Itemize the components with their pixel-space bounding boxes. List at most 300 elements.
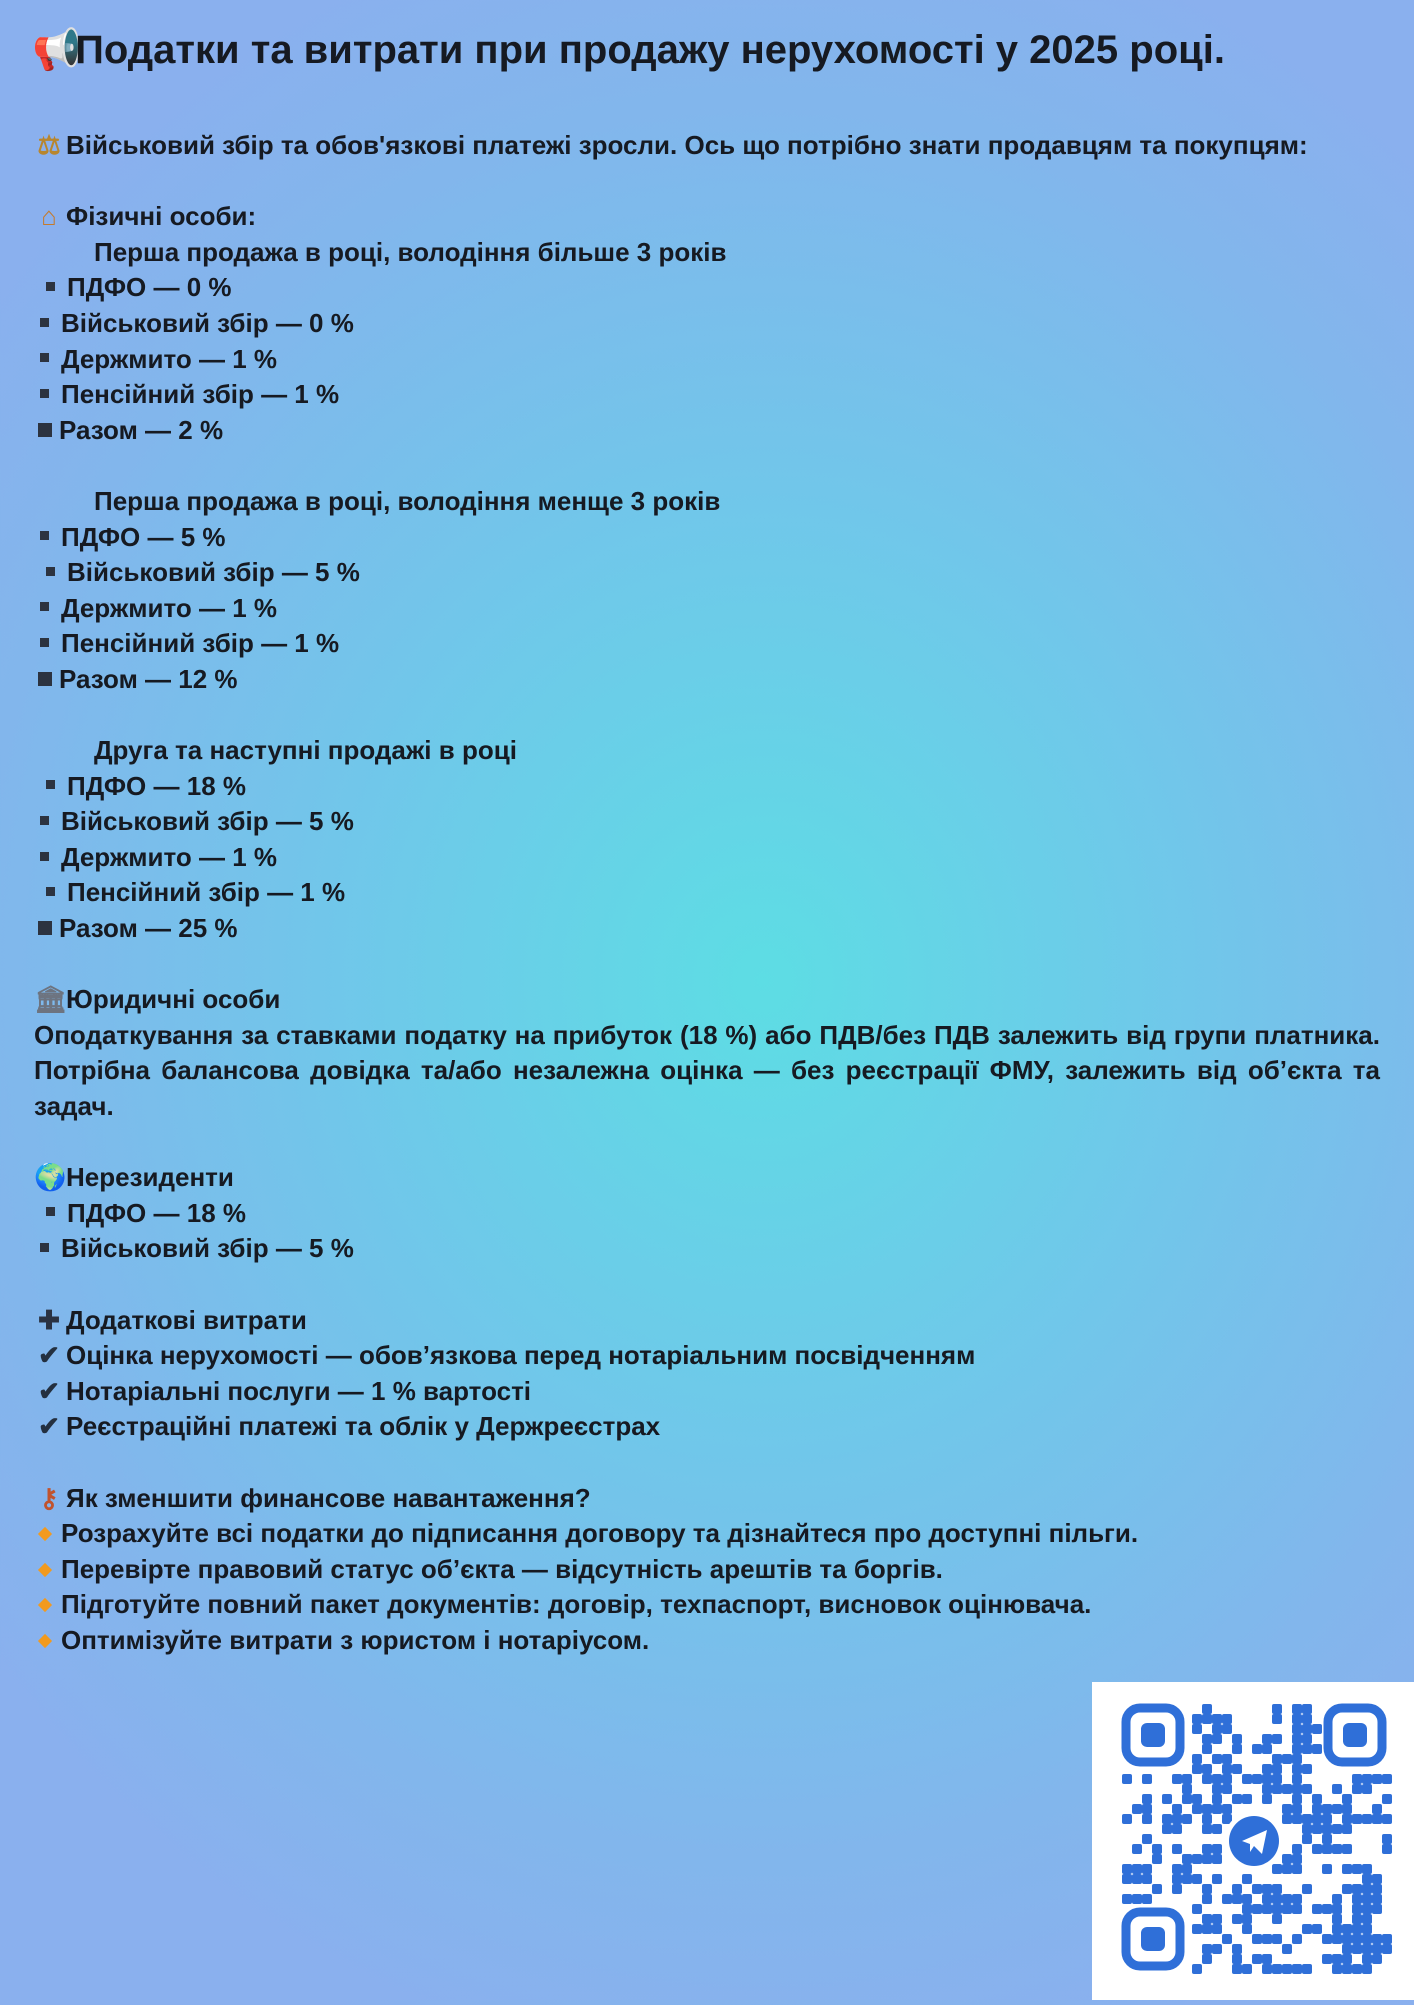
qr-module [1312, 1844, 1322, 1854]
qr-module [1342, 1884, 1352, 1894]
qr-module [1332, 1924, 1342, 1934]
qr-module [1142, 1874, 1152, 1884]
qr-module [1352, 1894, 1362, 1904]
qr-module [1382, 1944, 1392, 1954]
black-square-icon [38, 921, 52, 935]
qr-module [1362, 1934, 1372, 1944]
qr-module [1292, 1764, 1302, 1774]
qr-module [1292, 1794, 1302, 1804]
qr-module [1242, 1964, 1252, 1974]
qr-module [1352, 1864, 1362, 1874]
qr-module [1202, 1924, 1212, 1934]
qr-module [1202, 1884, 1212, 1894]
qr-module [1202, 1854, 1212, 1864]
qr-module [1332, 1844, 1342, 1854]
qr-module [1362, 1964, 1372, 1974]
qr-module [1262, 1744, 1272, 1754]
qr-module [1282, 1784, 1292, 1794]
house-icon: ⌂ [41, 201, 57, 232]
tip-item: Перевірте правовий статус об’єкта — відсутність арештів та боргів. [34, 1552, 1380, 1588]
qr-module [1192, 1874, 1202, 1884]
qr-module [1342, 1954, 1352, 1964]
qr-module [1122, 1774, 1132, 1784]
qr-module [1302, 1824, 1312, 1834]
qr-module [1172, 1844, 1182, 1854]
qr-module [1212, 1714, 1222, 1724]
qr-module [1232, 1964, 1242, 1974]
qr-module [1362, 1774, 1372, 1784]
qr-module [1292, 1904, 1302, 1914]
qr-module [1132, 1874, 1142, 1884]
qr-module [1262, 1894, 1272, 1904]
square-bullet-icon [46, 887, 55, 896]
qr-module [1302, 1834, 1312, 1844]
extra-costs-heading-text: Додаткові витрати [66, 1304, 307, 1335]
qr-module [1312, 1924, 1322, 1934]
qr-module [1342, 1824, 1352, 1834]
qr-module [1192, 1854, 1202, 1864]
qr-module [1332, 1914, 1342, 1924]
qr-module [1302, 1784, 1312, 1794]
qr-module [1132, 1894, 1142, 1904]
qr-module [1272, 1914, 1282, 1924]
qr-module [1352, 1814, 1362, 1824]
qr-module [1372, 1804, 1382, 1814]
qr-module [1222, 1754, 1232, 1764]
qr-module [1292, 1774, 1302, 1784]
total-line: Разом — 2 % [34, 413, 1380, 449]
qr-module [1172, 1874, 1182, 1884]
qr-module [1302, 1964, 1312, 1974]
square-bullet-icon [46, 1207, 55, 1216]
qr-module [1212, 1804, 1222, 1814]
qr-module [1292, 1704, 1302, 1714]
qr-module [1362, 1874, 1372, 1884]
check-item: ✔ Реєстраційні платежі та облік у Держреєстрах [34, 1409, 1380, 1445]
qr-module [1132, 1864, 1142, 1874]
qr-module [1222, 1894, 1232, 1904]
scales-icon: ⚖ [37, 130, 61, 160]
qr-module [1222, 1764, 1232, 1774]
qr-module [1352, 1784, 1362, 1794]
qr-module [1242, 1774, 1252, 1784]
qr-module [1192, 1964, 1202, 1974]
qr-module [1382, 1774, 1392, 1784]
qr-module [1302, 1724, 1312, 1734]
check-item: ✔ Оцінка нерухомості — обов’язкова перед нотаріальним посвідченням [34, 1338, 1380, 1374]
qr-module [1302, 1884, 1312, 1894]
qr-module [1232, 1744, 1242, 1754]
qr-module [1332, 1824, 1342, 1834]
qr-module [1372, 1874, 1382, 1884]
qr-module [1262, 1764, 1272, 1774]
qr-module [1352, 1924, 1362, 1934]
qr-module [1212, 1874, 1222, 1884]
list-item: Пенсійний збір — 1 % [34, 626, 1380, 662]
qr-module [1202, 1944, 1212, 1954]
group-1-subheading: Перша продажа в році, володіння більше 3 років [94, 236, 727, 267]
qr-module [1312, 1824, 1322, 1834]
qr-module [1182, 1864, 1192, 1874]
qr-module [1192, 1724, 1202, 1734]
qr-module [1292, 1934, 1302, 1944]
qr-module [1262, 1794, 1272, 1804]
qr-module [1212, 1844, 1222, 1854]
qr-module [1362, 1924, 1372, 1934]
qr-module [1312, 1904, 1322, 1914]
qr-module [1222, 1784, 1232, 1794]
qr-module [1292, 1734, 1302, 1744]
qr-module [1332, 1784, 1342, 1794]
qr-module [1222, 1724, 1232, 1734]
qr-module [1272, 1754, 1282, 1764]
qr-module [1192, 1794, 1202, 1804]
orange-diamond-icon [38, 1563, 52, 1577]
qr-module [1342, 1864, 1352, 1874]
list-item: Військовий збір — 5 % [34, 1231, 1380, 1267]
qr-module [1352, 1774, 1362, 1784]
qr-module [1262, 1904, 1272, 1914]
qr-module [1302, 1814, 1312, 1824]
qr-module [1292, 1894, 1302, 1904]
qr-module [1212, 1854, 1222, 1864]
qr-module [1242, 1894, 1252, 1904]
qr-module [1162, 1824, 1172, 1834]
qr-module [1302, 1704, 1312, 1714]
orange-diamond-icon [38, 1527, 52, 1541]
qr-module [1252, 1904, 1262, 1914]
square-bullet-icon [40, 389, 49, 398]
list-item: ПДФО — 5 % [34, 520, 1380, 556]
qr-module [1272, 1714, 1282, 1724]
qr-module [1322, 1844, 1332, 1854]
qr-module [1372, 1904, 1382, 1914]
qr-module [1202, 1804, 1212, 1814]
qr-module [1122, 1864, 1132, 1874]
qr-module [1352, 1934, 1362, 1944]
qr-module [1292, 1864, 1302, 1874]
qr-module [1292, 1784, 1302, 1794]
list-item: Військовий збір — 0 % [34, 306, 1380, 342]
qr-module [1262, 1774, 1272, 1784]
qr-module [1212, 1774, 1222, 1784]
qr-module [1332, 1894, 1342, 1904]
qr-module [1252, 1774, 1262, 1784]
qr-module [1302, 1924, 1312, 1934]
qr-module [1282, 1864, 1292, 1874]
qr-module [1382, 1934, 1392, 1944]
qr-module [1172, 1814, 1182, 1824]
group-3-subheading: Друга та наступні продажі в році [94, 735, 517, 766]
qr-module [1202, 1734, 1212, 1744]
black-square-icon [38, 423, 52, 437]
qr-module [1342, 1794, 1352, 1804]
qr-module [1182, 1854, 1192, 1864]
page-title [32, 24, 1392, 76]
qr-module [1352, 1914, 1362, 1924]
qr-module [1252, 1934, 1262, 1944]
qr-module [1222, 1774, 1232, 1784]
group-2-subheading: Перша продажа в році, володіння менще 3 років [94, 485, 721, 516]
qr-module [1282, 1814, 1292, 1824]
qr-module [1372, 1814, 1382, 1824]
qr-module [1332, 1934, 1342, 1944]
qr-module [1272, 1784, 1282, 1794]
qr-module [1202, 1774, 1212, 1784]
qr-module [1372, 1954, 1382, 1964]
square-bullet-icon [40, 602, 49, 611]
qr-module [1382, 1834, 1392, 1844]
qr-module [1172, 1824, 1182, 1834]
qr-module [1152, 1844, 1162, 1854]
list-item: Держмито — 1 % [34, 342, 1380, 378]
qr-module [1252, 1954, 1262, 1964]
list-item: ПДФО — 18 % [34, 1196, 1380, 1232]
qr-module [1282, 1754, 1292, 1764]
tip-item: Підготуйте повний пакет документів: договір, техпаспорт, висновок оцінювача. [34, 1587, 1380, 1623]
qr-module [1212, 1914, 1222, 1924]
qr-module [1292, 1754, 1302, 1764]
qr-module [1342, 1944, 1352, 1954]
extra-costs-heading [34, 1303, 1380, 1339]
orange-diamond-icon [38, 1634, 52, 1648]
square-bullet-icon [40, 318, 49, 327]
legal-paragraph: Оподаткування за ставками податку на прибуток (18 %) або ПДВ/без ПДВ залежить від групи платника. Потрібна балансова довідка та/або незалежна оцінка — без реєстрації ФМУ, залежить від об’єкта та задач. [34, 1019, 1380, 1122]
qr-module [1232, 1884, 1242, 1894]
qr-module [1302, 1734, 1312, 1744]
qr-module [1242, 1924, 1252, 1934]
telegram-qr-code[interactable] [1092, 1682, 1414, 2000]
qr-module [1342, 1814, 1352, 1824]
qr-module [1162, 1794, 1172, 1804]
list-item: Держмито — 1 % [34, 591, 1380, 627]
square-bullet-icon [40, 531, 49, 540]
qr-module [1292, 1854, 1302, 1864]
qr-module [1352, 1964, 1362, 1974]
qr-module [1292, 1744, 1302, 1754]
qr-module [1192, 1904, 1202, 1914]
qr-module [1342, 1934, 1352, 1944]
square-bullet-icon [40, 353, 49, 362]
qr-module [1192, 1804, 1202, 1814]
list-item: Пенсійний збір — 1 % [34, 377, 1380, 413]
qr-module [1152, 1854, 1162, 1864]
qr-module [1192, 1764, 1202, 1774]
qr-module [1302, 1714, 1312, 1724]
qr-module [1322, 1954, 1332, 1964]
qr-module [1262, 1964, 1272, 1974]
qr-module [1212, 1784, 1222, 1794]
qr-module [1282, 1804, 1292, 1814]
qr-module [1332, 1904, 1342, 1914]
list-item: ПДФО — 18 % [34, 769, 1380, 805]
qr-module [1222, 1714, 1232, 1724]
qr-module [1142, 1894, 1152, 1904]
qr-module [1172, 1864, 1182, 1874]
qr-module [1272, 1884, 1282, 1894]
qr-module [1172, 1804, 1182, 1814]
tips-heading [34, 1481, 1380, 1517]
qr-module [1182, 1784, 1192, 1794]
qr-module [1142, 1814, 1152, 1824]
intro-line [34, 128, 1380, 164]
qr-module [1362, 1894, 1372, 1904]
qr-module [1342, 1964, 1352, 1974]
qr-module [1322, 1824, 1332, 1834]
tip-item: Оптимізуйте витрати з юристом і нотаріусом. [34, 1623, 1380, 1659]
qr-module [1192, 1754, 1202, 1764]
qr-module [1222, 1804, 1232, 1814]
black-square-icon [38, 672, 52, 686]
globe-icon: 🌍 [34, 1162, 67, 1193]
qr-module [1132, 1804, 1142, 1814]
qr-module [1312, 1724, 1322, 1734]
qr-module [1342, 1844, 1352, 1854]
qr-module [1272, 1774, 1282, 1784]
qr-module [1202, 1764, 1212, 1774]
qr-module [1262, 1954, 1272, 1964]
qr-module [1322, 1864, 1332, 1874]
qr-module [1292, 1714, 1302, 1724]
qr-module [1312, 1814, 1322, 1824]
nonresidents-heading-text: Нерезиденти [66, 1162, 234, 1193]
qr-module [1262, 1734, 1272, 1744]
page-title-text: Податки та витрати при продажу нерухомості у 2025 році. [75, 28, 1225, 72]
qr-module [1232, 1764, 1242, 1774]
qr-module [1352, 1904, 1362, 1914]
qr-module [1172, 1774, 1182, 1784]
qr-module [1272, 1904, 1282, 1914]
individuals-heading [34, 199, 1380, 235]
qr-module [1242, 1914, 1252, 1924]
qr-module [1152, 1884, 1162, 1894]
qr-module [1322, 1834, 1332, 1844]
qr-module [1262, 1784, 1272, 1794]
qr-module [1272, 1734, 1282, 1744]
qr-module [1272, 1894, 1282, 1904]
qr-module [1312, 1804, 1322, 1814]
square-bullet-icon [46, 282, 55, 291]
qr-module [1232, 1954, 1242, 1964]
qr-module [1182, 1774, 1192, 1784]
legal-heading-text: Юридичні особи [66, 984, 281, 1015]
qr-module [1312, 1744, 1322, 1754]
qr-module [1212, 1724, 1222, 1734]
qr-module [1272, 1964, 1282, 1974]
qr-module [1192, 1714, 1202, 1724]
qr-module [1382, 1794, 1392, 1804]
qr-module [1162, 1814, 1172, 1824]
qr-module [1132, 1844, 1142, 1854]
qr-module [1352, 1884, 1362, 1894]
list-item: Держмито — 1 % [34, 840, 1380, 876]
list-item: ПДФО — 0 % [34, 270, 1380, 306]
qr-module [1362, 1784, 1372, 1794]
qr-module [1232, 1894, 1242, 1904]
qr-module [1362, 1884, 1372, 1894]
square-bullet-icon [40, 852, 49, 861]
document-body [34, 128, 1380, 1659]
qr-module [1232, 1794, 1242, 1804]
list-item: Військовий збір — 5 % [34, 804, 1380, 840]
qr-module [1122, 1894, 1132, 1904]
qr-module [1202, 1814, 1212, 1824]
check-item: ✔ Нотаріальні послуги — 1 % вартості [34, 1374, 1380, 1410]
qr-module [1232, 1944, 1242, 1954]
qr-module [1292, 1844, 1302, 1854]
list-item: Військовий збір — 5 % [34, 555, 1380, 591]
qr-module [1332, 1954, 1342, 1964]
qr-module [1202, 1954, 1212, 1964]
qr-module [1242, 1794, 1252, 1804]
qr-module [1372, 1894, 1382, 1904]
qr-module [1322, 1814, 1332, 1824]
qr-module [1342, 1924, 1352, 1934]
plus-icon: ✚ [38, 1304, 60, 1335]
qr-module [1362, 1954, 1372, 1964]
qr-module [1202, 1844, 1212, 1854]
qr-module [1242, 1904, 1252, 1914]
qr-module [1202, 1824, 1212, 1834]
qr-module [1232, 1914, 1242, 1924]
qr-module [1372, 1934, 1382, 1944]
intro-text: Військовий збір та обов'язкові платежі зросли. Ось що потрібно знати продавцям та покупцям: [66, 130, 1308, 160]
qr-module [1182, 1814, 1192, 1824]
list-item: Пенсійний збір — 1 % [34, 875, 1380, 911]
check-mark-icon: ✔ [38, 1340, 60, 1371]
qr-module [1142, 1794, 1152, 1804]
bank-building-icon: 🏛 [34, 984, 68, 1015]
qr-module [1292, 1964, 1302, 1974]
qr-module [1282, 1854, 1292, 1864]
qr-module [1262, 1934, 1272, 1944]
qr-module [1372, 1884, 1382, 1894]
qr-code-image [1092, 1682, 1414, 2000]
qr-module [1212, 1794, 1222, 1804]
qr-module [1362, 1904, 1372, 1914]
qr-module [1232, 1734, 1242, 1744]
qr-module [1282, 1964, 1292, 1974]
qr-module [1292, 1724, 1302, 1734]
square-bullet-icon [40, 638, 49, 647]
qr-module [1222, 1934, 1232, 1944]
qr-module [1282, 1944, 1292, 1954]
qr-module [1142, 1864, 1152, 1874]
tip-item: Розрахуйте всі податки до підписання договору та дізнайтеся про доступні пільги. [34, 1516, 1380, 1552]
qr-module [1212, 1924, 1222, 1934]
check-mark-icon: ✔ [38, 1375, 60, 1406]
qr-module [1272, 1764, 1282, 1774]
qr-module [1322, 1804, 1332, 1814]
total-line: Разом — 25 % [34, 911, 1380, 947]
megaphone-icon: 📢 [32, 28, 82, 72]
check-mark-icon: ✔ [38, 1411, 60, 1442]
square-bullet-icon [40, 816, 49, 825]
qr-module [1212, 1824, 1222, 1834]
qr-module [1122, 1814, 1132, 1824]
square-bullet-icon [40, 1243, 49, 1252]
qr-module [1202, 1704, 1212, 1714]
qr-module [1202, 1914, 1212, 1924]
legal-heading [34, 982, 1380, 1018]
qr-module [1272, 1864, 1282, 1874]
qr-module [1202, 1714, 1212, 1724]
qr-module [1362, 1944, 1372, 1954]
qr-module [1372, 1774, 1382, 1784]
qr-module [1262, 1884, 1272, 1894]
qr-module [1142, 1804, 1152, 1814]
qr-module [1302, 1764, 1312, 1774]
